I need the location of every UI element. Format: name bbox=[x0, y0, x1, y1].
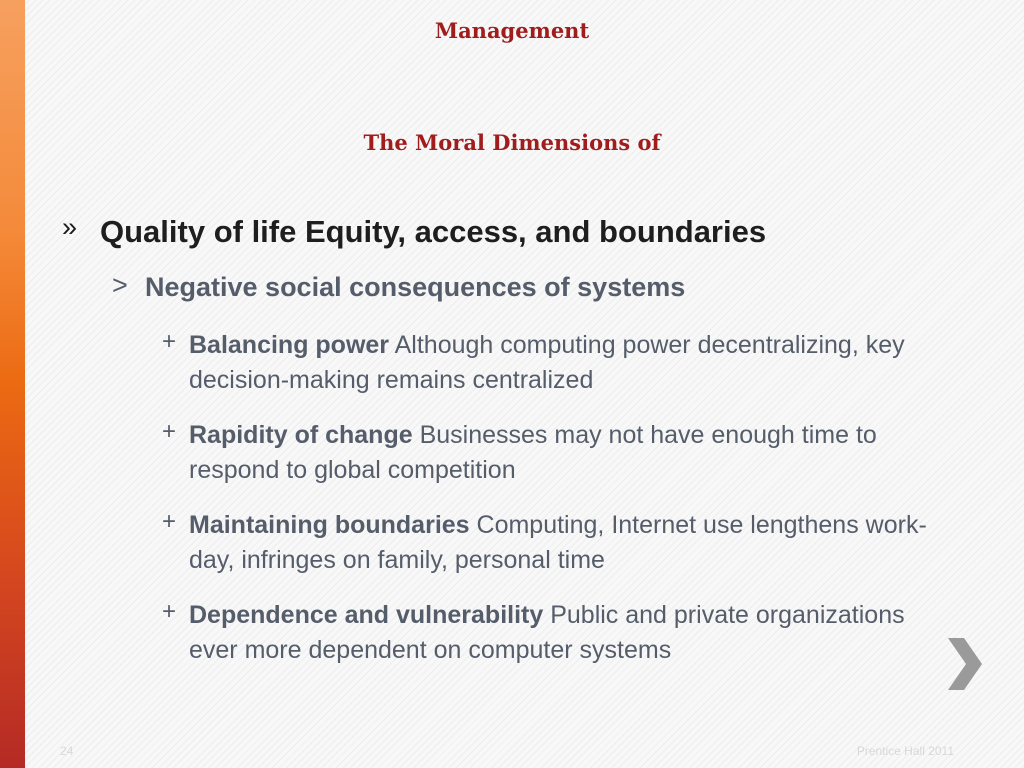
list-item-text bbox=[189, 508, 959, 578]
header-title: Management bbox=[434, 18, 590, 43]
list-item-text bbox=[189, 598, 959, 668]
list-item-term: Balancing power bbox=[189, 331, 390, 359]
chevron-right-icon[interactable] bbox=[944, 636, 984, 692]
list-item-text bbox=[189, 328, 959, 398]
list-item-term: Dependence and vulnerability bbox=[189, 601, 544, 629]
plus-icon: + bbox=[162, 328, 177, 355]
accent-sidebar bbox=[0, 0, 25, 768]
plus-icon: + bbox=[162, 418, 177, 445]
list-item-description: Public and private organizations ever more dependent on computer systems bbox=[189, 601, 905, 664]
list-item-description: Businesses may not have enough time to respond to global competition bbox=[189, 421, 877, 484]
plus-icon: + bbox=[162, 508, 177, 535]
greater-than-icon: > bbox=[112, 270, 128, 300]
list-item-description: Although computing power decentralizing, key decision-making remains centralized bbox=[189, 331, 905, 394]
list-item-term: Maintaining boundaries bbox=[189, 511, 470, 539]
bullet-level1-text: Quality of life Equity, access, and boundaries bbox=[100, 214, 767, 249]
list-item-term: Rapidity of change bbox=[189, 421, 413, 449]
list-item-description: Computing, Internet use lengthens work-day, infringes on family, personal time bbox=[189, 511, 927, 574]
list-item-text bbox=[189, 418, 959, 488]
footer-copyright: Prentice Hall 2011 bbox=[856, 744, 954, 758]
chevron-double-icon: » bbox=[62, 212, 78, 242]
page-number: 24 bbox=[60, 744, 74, 758]
plus-icon: + bbox=[162, 598, 177, 625]
bullet-level2-text: Negative social consequences of systems bbox=[145, 272, 686, 302]
slide-title: The Moral Dimensions of bbox=[363, 130, 661, 155]
